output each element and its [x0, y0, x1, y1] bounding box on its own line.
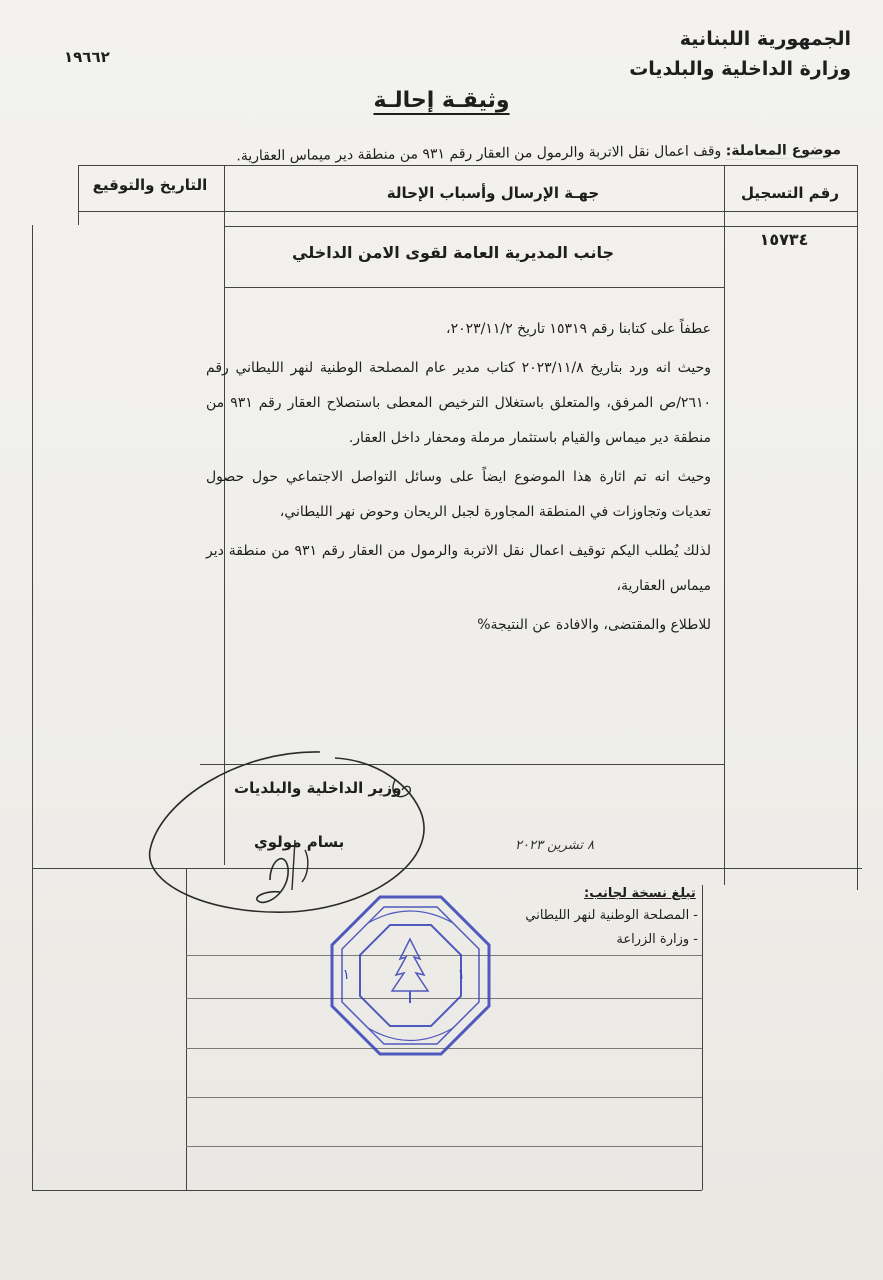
paragraph: وحيث انه ورد بتاريخ ٢٠٢٣/١١/٨ كتاب مدير عام المصلحة الوطنية لنهر الليطاني رقم ٢٦١٠/ص المرفق، والمتعلق باستغلال الترخيص المعطى باستصلاح العقار رقم ٩٣١ من منطقة دير ميماس والقيام باستثمار مرملة ومحفار داخل العقار.: [206, 360, 711, 446]
header-date-signature: التاريخ والتوقيع: [92, 176, 208, 194]
stamp-side-mark: ١: [457, 967, 465, 983]
minister-title: وزير الداخلية والبلديات: [234, 779, 402, 797]
ministry-heading: وزارة الداخلية والبلديات: [629, 58, 851, 80]
paragraph: للاطلاع والمقتضى، والافادة عن النتيجة%: [477, 617, 711, 633]
recipient-divider: [224, 287, 724, 288]
ruled-line: [186, 1146, 702, 1147]
header-destination-reasons: جهـة الإرسال وأسباب الإحالة: [386, 184, 600, 202]
stamp-side-mark: ١: [342, 967, 350, 983]
handwritten-date: ٨ تشرين ٢٠٢٣: [515, 838, 595, 853]
table-header-border-inner: [224, 226, 858, 227]
column-divider-right: [724, 165, 725, 885]
table-top-border: [78, 165, 858, 166]
subject-line: [101, 142, 841, 166]
paragraph: عطفاً على كتابنا رقم ١٥٣١٩ تاريخ ٢٠٢٣/١١/٢،: [446, 321, 711, 337]
table-left-border-top: [78, 165, 79, 225]
minister-name: بسام مولوي: [254, 833, 345, 851]
header-registration-number: رقم التسجيل: [741, 184, 839, 202]
recipient: جانب المديرية العامة لقوى الامن الداخلي: [292, 243, 614, 262]
paragraph: وحيث انه تم اثارة هذا الموضوع ايضاً على وسائل التواصل الاجتماعي حول حصول تعديات وتجاوزات في المنطقة المجاورة لجبل الريحان وحوض نهر الليطاني،: [206, 469, 711, 520]
official-stamp: [328, 893, 493, 1058]
registration-number: ١٥٧٣٤: [759, 230, 809, 249]
cc-right-divider: [702, 885, 703, 1190]
paragraph: لذلك يُطلب اليكم توقيف اعمال نقل الاتربة والرمول من العقار رقم ٩٣١ من منطقة دير ميماس العقارية،: [206, 543, 711, 594]
table-bottom-border: [32, 1190, 702, 1191]
table-right-border: [857, 165, 858, 890]
reference-number: ١٩٦٦٢: [64, 48, 110, 66]
table-header-border: [78, 211, 858, 212]
ruled-line: [186, 1097, 702, 1098]
table-left-border: [32, 225, 33, 1190]
document-title: وثيقـة إحالـة: [373, 88, 510, 113]
cc-item: - وزارة الزراعة: [616, 932, 698, 947]
subject-text: وقف اعمال نقل الاتربة والرمول من العقار رقم ٩٣١ من منطقة دير ميماس العقارية.: [236, 143, 722, 165]
cc-title: تبلغ نسخة لجانب:: [584, 886, 696, 901]
cc-item: - المصلحة الوطنية لنهر الليطاني: [525, 908, 698, 923]
referral-body: [206, 312, 711, 647]
republic-heading: الجمهورية اللبنانية: [679, 28, 851, 50]
subject-label: موضوع المعاملة:: [725, 142, 842, 160]
